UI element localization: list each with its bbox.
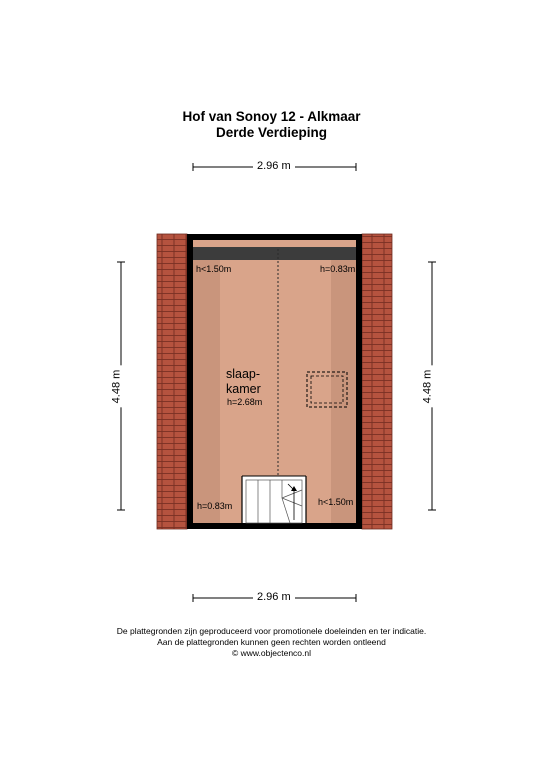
roof-left	[157, 234, 187, 529]
height-top-right: h=0.83m	[320, 264, 356, 274]
room-name-line2: kamer	[226, 382, 261, 396]
room-height: h=2.68m	[227, 397, 263, 407]
room-name-line1: slaap-	[226, 367, 261, 381]
dim-top-label: 2.96 m	[253, 160, 295, 173]
dim-left-label: 4.48 m	[110, 366, 123, 408]
dim-right-label: 4.48 m	[421, 366, 434, 408]
roof-right	[362, 234, 392, 529]
height-bottom-left: h=0.83m	[197, 501, 233, 511]
floor-low-left	[193, 260, 220, 523]
height-bottom-right: h<1.50m	[318, 497, 354, 507]
copyright-link[interactable]: © www.objectenco.nl	[231, 648, 312, 658]
disclaimer-line1: De plattegronden zijn geproduceerd voor promotionele doeleinden en ter indicatie.	[116, 626, 427, 636]
floor-low-right	[331, 260, 356, 523]
floor-title: Derde Verdieping	[215, 125, 328, 140]
height-top-left: h<1.50m	[196, 264, 232, 274]
page-title: Hof van Sonoy 12 - Alkmaar	[182, 109, 361, 124]
stairwell	[242, 476, 306, 523]
ridge-band	[193, 247, 356, 260]
disclaimer-line2: Aan de plattegronden kunnen geen rechten worden ontleend	[157, 637, 386, 647]
dim-bottom-label: 2.96 m	[253, 591, 295, 604]
